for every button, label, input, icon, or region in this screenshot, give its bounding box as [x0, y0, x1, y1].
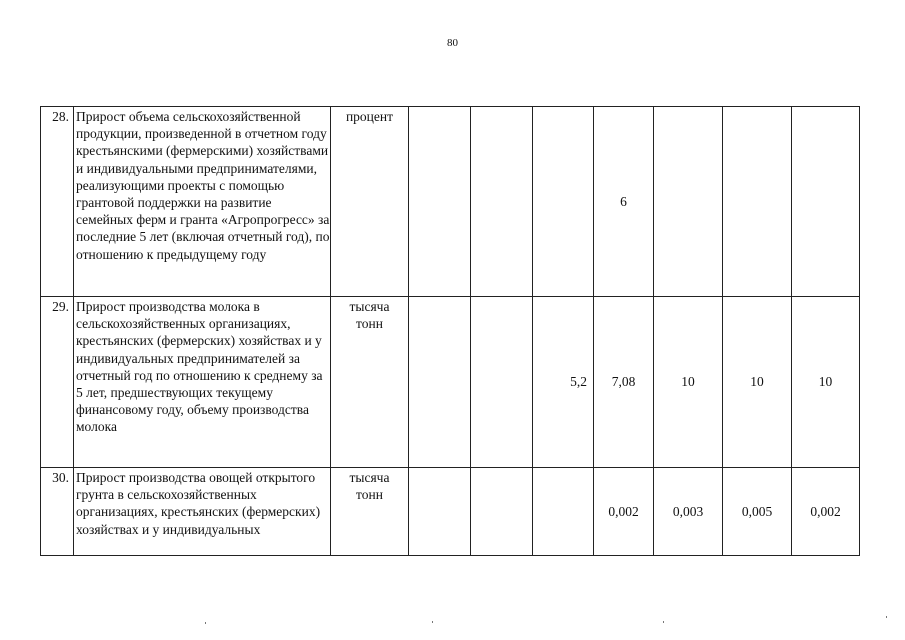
row-number: 29.	[41, 297, 74, 468]
table-row	[41, 297, 860, 468]
value-cell	[654, 107, 723, 297]
value-cell: 0,002	[594, 468, 654, 556]
unit-cell: тысяча тонн	[331, 468, 409, 556]
value-cell	[409, 107, 471, 297]
indicator-name: Прирост производства молока в сельскохозяйственных организациях, крестьянских (фермерских) хозяйствах и у индивидуальных предпринимателей за отчетный год по отношению к среднему за 5 лет, предшествующих текущему финансовому году, объему производства молока	[74, 297, 331, 468]
value-cell	[409, 297, 471, 468]
row-number: 28.	[41, 107, 74, 297]
value-cell	[792, 107, 860, 297]
scan-speck	[886, 616, 887, 618]
value-cell: 10	[654, 297, 723, 468]
indicator-name: Прирост производства овощей открытого грунта в сельскохозяйственных организациях, крестьянских (фермерских) хозяйствах и у индивидуальных	[74, 468, 331, 556]
scan-speck	[432, 621, 433, 623]
page-number: 80	[447, 37, 458, 49]
value-cell: 10	[792, 297, 860, 468]
table-row	[41, 107, 860, 297]
value-cell: 0,003	[654, 468, 723, 556]
table-row	[41, 468, 860, 556]
value-cell: 10	[723, 297, 792, 468]
value-cell: 5,2	[533, 297, 594, 468]
unit-cell: тысяча тонн	[331, 297, 409, 468]
value-cell: 7,08	[594, 297, 654, 468]
value-cell	[533, 468, 594, 556]
row-number: 30.	[41, 468, 74, 556]
value-cell	[471, 297, 533, 468]
value-cell: 0,002	[792, 468, 860, 556]
unit-cell: процент	[331, 107, 409, 297]
value-cell: 0,005	[723, 468, 792, 556]
scan-speck	[205, 622, 206, 624]
indicator-name: Прирост объема сельскохозяйственной продукции, произведенной в отчетном году крестьянскими (фермерскими) хозяйствами и индивидуальными предпринимателями, реализующими проекты с помощью грантовой поддержки на развитие семейных ферм и гранта «Агропрогресс» за последние 5 лет (включая отчетный год), по отношению к предыдущему году	[74, 107, 331, 297]
value-cell	[533, 107, 594, 297]
value-cell	[471, 468, 533, 556]
value-cell	[723, 107, 792, 297]
value-cell	[409, 468, 471, 556]
value-cell: 6	[594, 107, 654, 297]
indicators-table	[40, 106, 860, 556]
value-cell	[471, 107, 533, 297]
scan-speck	[663, 621, 664, 623]
